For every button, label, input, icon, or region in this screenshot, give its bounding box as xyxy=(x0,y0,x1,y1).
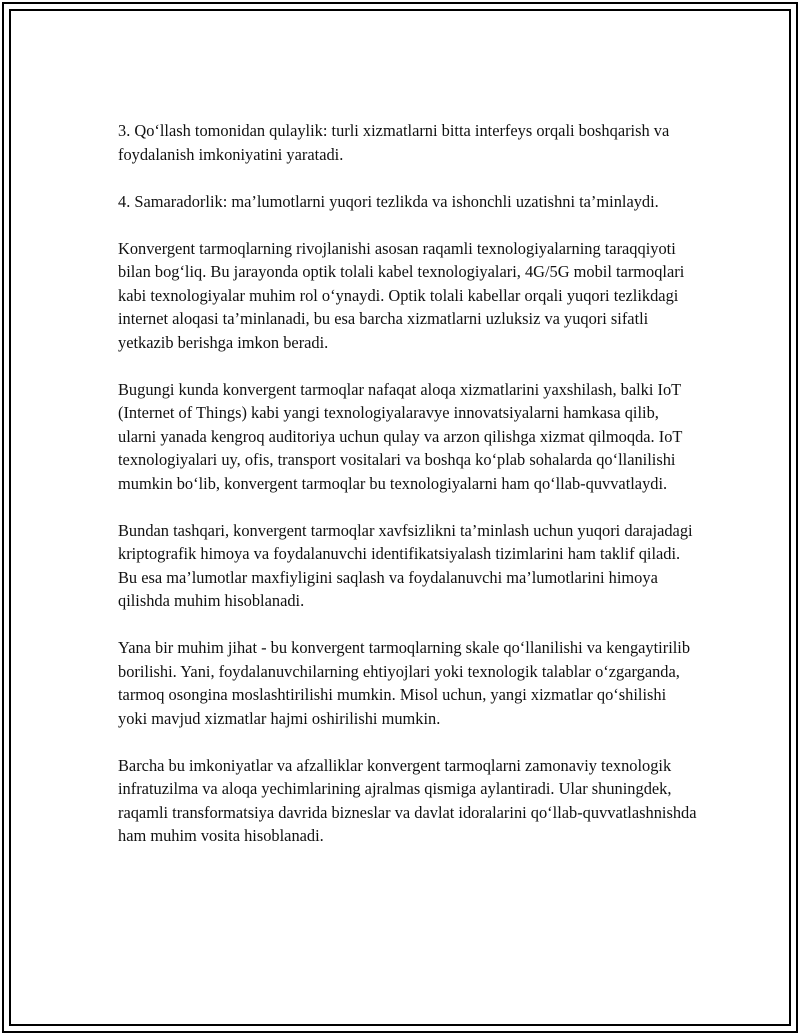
document-body xyxy=(118,119,698,848)
paragraph-iot: Bugungi kunda konvergent tarmoqlar nafaqat aloqa xizmatlarini yaxshilash, balki IoT (Internet of Things) kabi yangi texnologiyalaravye innovatsiyalarni hamkasa qilib, ularni yanada kengroq auditoriya uchun qulay va arzon qilishga xizmat qilmoqda. IoT texnologiyalari uy, ofis, transport vositalari va boshqa ko‘plab sohalarda qo‘llanilishi mumkin bo‘lib, konvergent tarmoqlar bu texnologiyalarni ham qo‘llab-quvvatlaydi. xyxy=(118,379,683,493)
paragraph-development: Konvergent tarmoqlarning rivojlanishi asosan raqamli texnologiyalarning taraqqiyoti bilan bog‘liq. Bu jarayonda optik tolali kabel texnologiyalari, 4G/5G mobil tarmoqlari kabi texnologiyalar muhim rol o‘ynaydi. Optik tolali kabellar orqali yuqori tezlikdagi internet aloqasi ta’minlanadi, bu esa barcha xizmatlarni uzluksiz va yuqori sifatli yetkazib berishga imkon beradi. xyxy=(118,238,685,352)
paragraph-efficiency: 4. Samaradorlik: ma’lumotlarni yuqori tezlikda va ishonchli uzatishni ta’minlaydi. xyxy=(118,191,659,211)
paragraph-scalability: Yana bir muhim jihat - bu konvergent tarmoqlarning skale qo‘llanilishi va kengaytirilib borilishi. Yani, foydalanuvchilarning ehtiyojlari yoki texnologik talablar o‘zgarganda, tarmoq osongina moslashtirilishi mumkin. Misol uchun, yangi xizmatlar qo‘shilishi yoki mavjud xizmatlar hajmi oshirilishi mumkin. xyxy=(118,638,691,728)
paragraph-security: Bundan tashqari, konvergent tarmoqlar xavfsizlikni ta’minlash uchun yuqori darajadagi kriptografik himoya va foydalanuvchi identifikatsiyalash tizimlarini ham taklif qiladi. Bu esa ma’lumotlar maxfiyligini saqlash va foydalanuvchi ma’lumotlarini himoya qilishda muhim hisoblanadi. xyxy=(118,520,693,610)
paragraph-conclusion: Barcha bu imkoniyatlar va afzalliklar konvergent tarmoqlarni zamonaviy texnologik infratuzilma va aloqa yechimlarining ajralmas qismiga aylantiradi. Ular shuningdek, raqamli transformatsiya davrida bizneslar va davlat idoralarini qo‘llab-quvvatlashnishda ham muhim vosita hisoblanadi. xyxy=(118,755,697,845)
paragraph-convenience: 3. Qo‘llash tomonidan qulaylik: turli xizmatlarni bitta interfeys orqali boshqarish va foydalanish imkoniyatini yaratadi. xyxy=(118,121,670,164)
